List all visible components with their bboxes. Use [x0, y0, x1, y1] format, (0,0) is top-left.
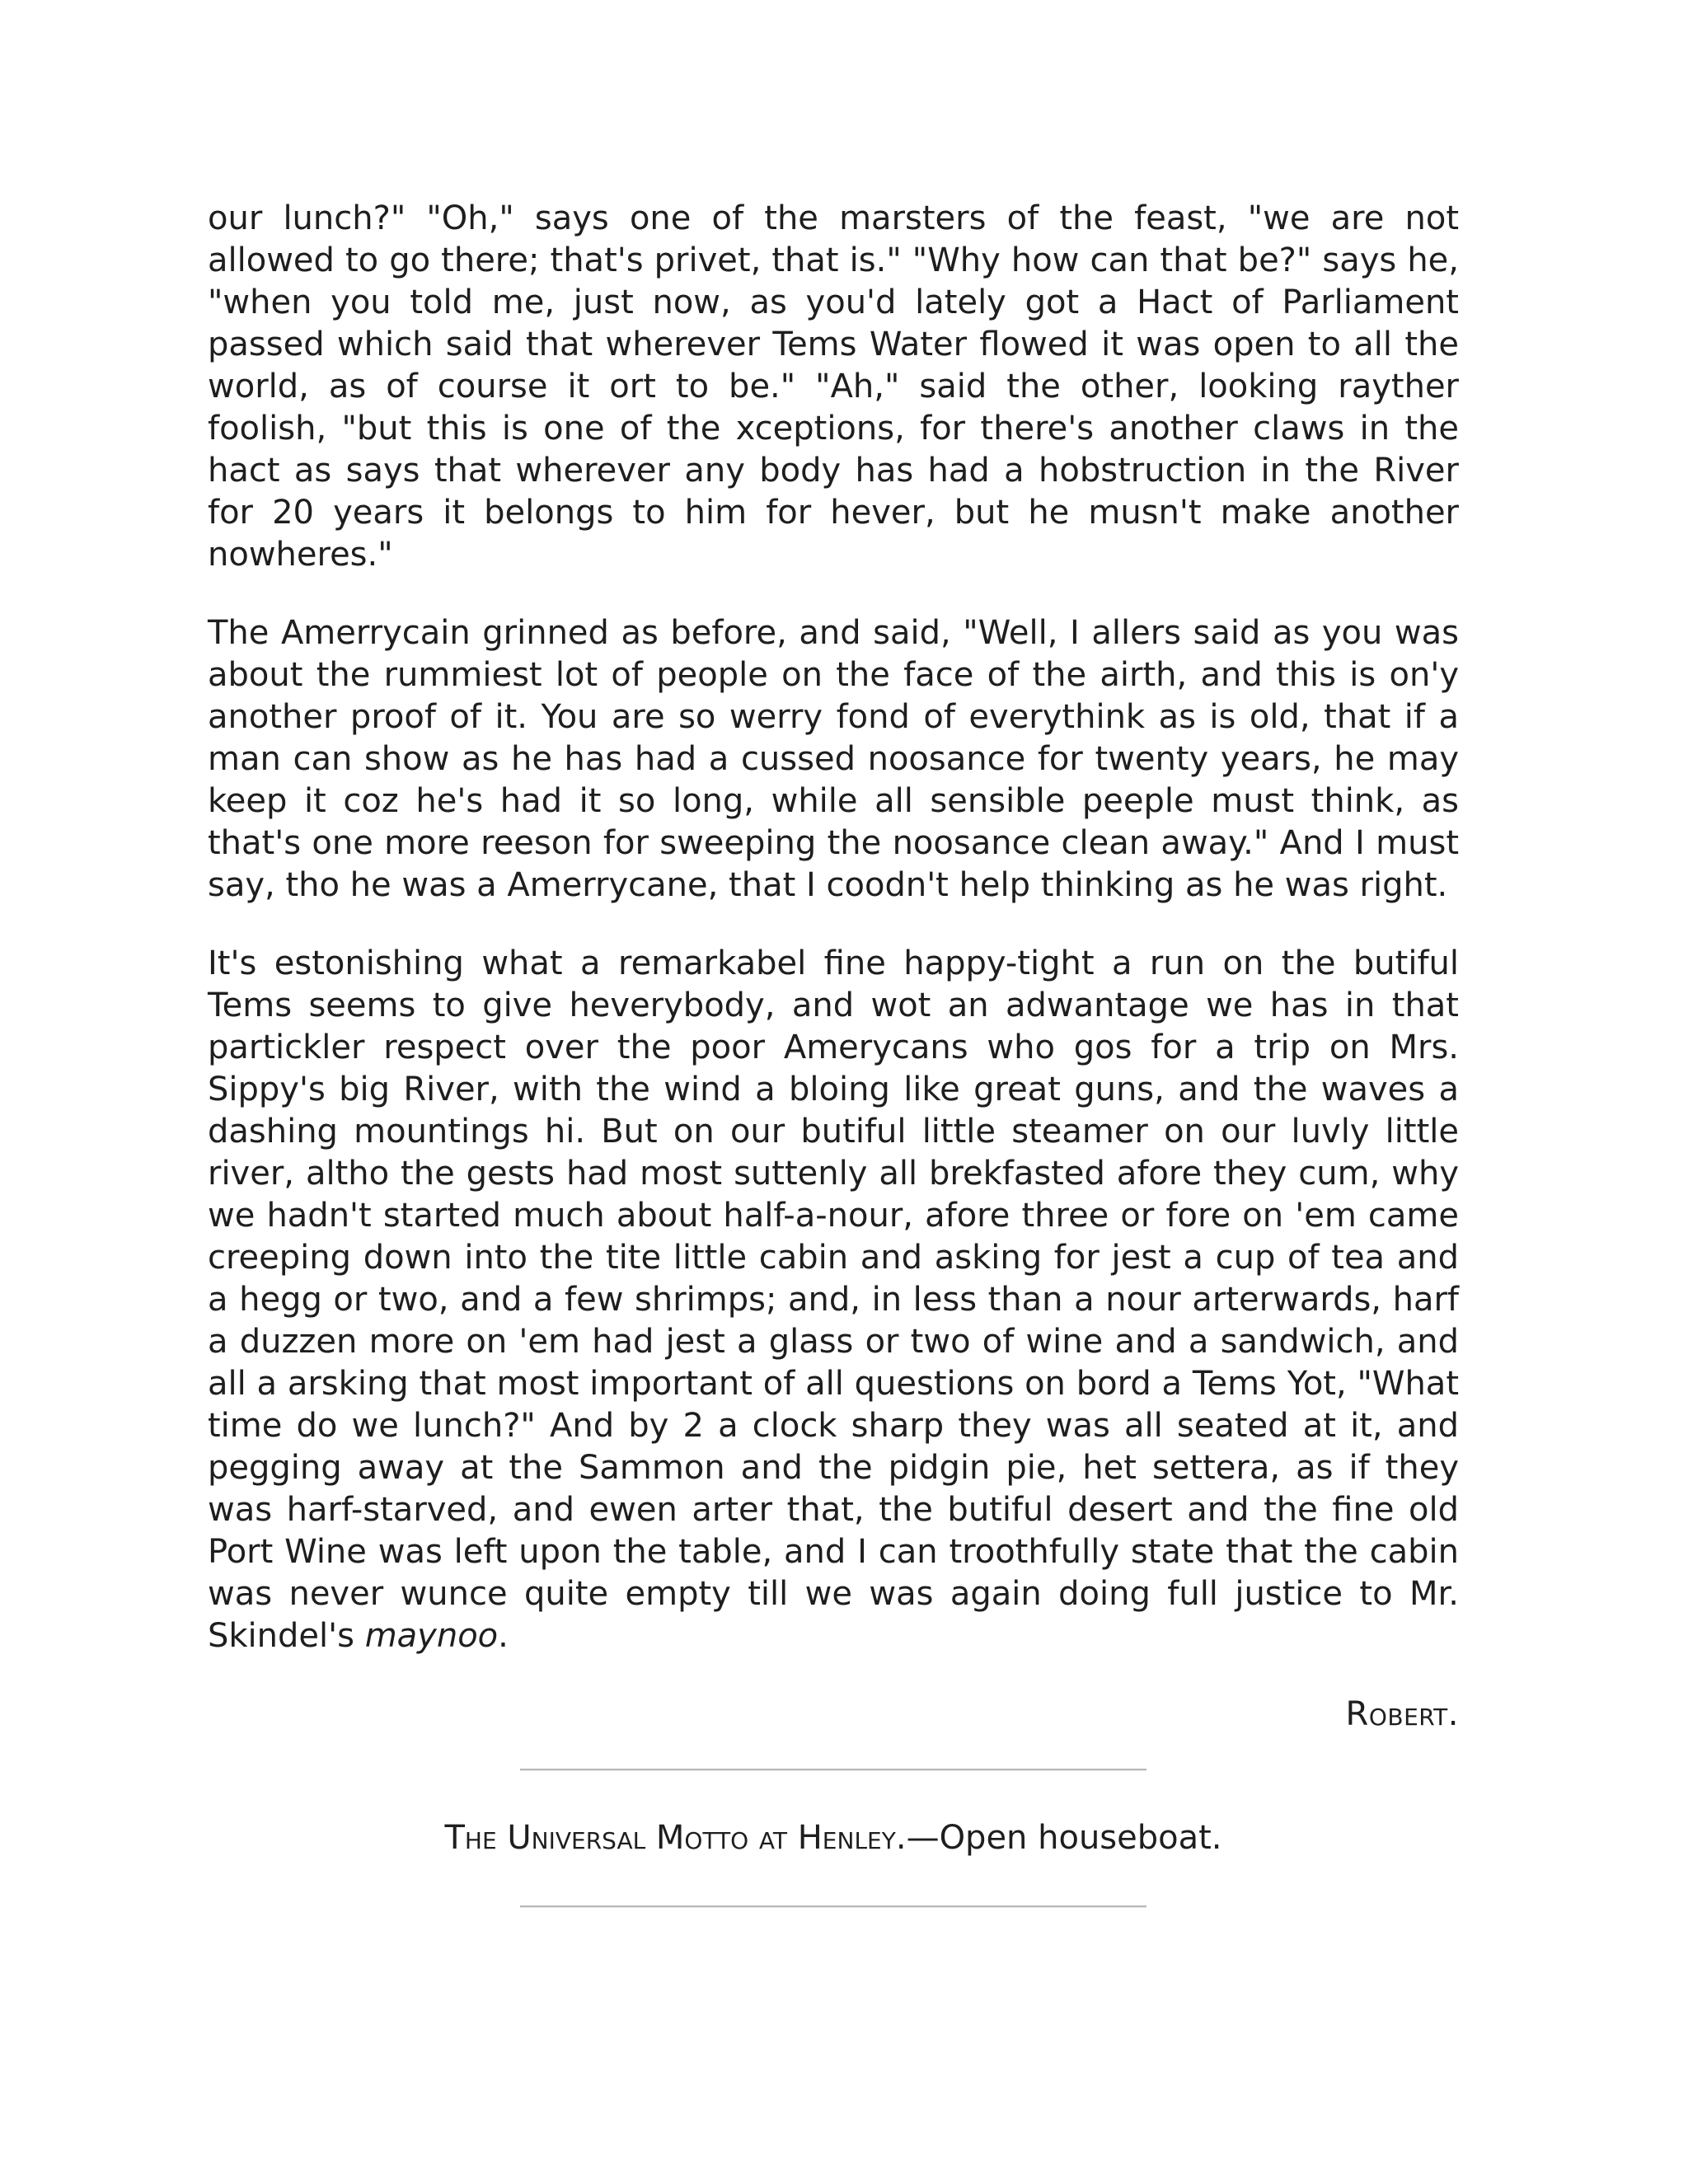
paragraph-1: our lunch?" "Oh," says one of the marsters of the feast, "we are not allowed to go there; that's privet, that is." "Why how can that be?" says he, "when you told me, just now, as you'd lately got a Hact of Parliament passed which said that wherever Tems Water flowed it was open to all the world, as of course it ort to be." "Ah," said the other, looking rayther foolish, "but this is one of the xceptions, for there's another claws in the hact as says that wherever any body has had a hobstruction in the River for 20 years it belongs to him for hever, but he musn't make another nowheres." — [208, 199, 1459, 574]
paragraph-3-text: It's estonishing what a remarkabel fine happy-tight a run on the butiful Tems seems to give heverybody, and wot an adwantage we has in that partickler respect over the poor Amerycans who gos for a trip on Mrs. Sippy's big River, with the wind a bloing like great guns, and the waves a dashing mountings hi. But on our butiful little steamer on our luvly little river, altho the gests had most suttenly all brekfasted afore they cum, why we hadn't started much about half-a-nour, afore three or fore on 'em came creeping down into the tite little cabin and asking for jest a cup of tea and a hegg or two, and a few shrimps; and, in less than a nour arterwards, harf a duzzen more on 'em had jest a glass or two of wine and a sandwich, and all a arsking that most important of all questions on bord a Tems Yot, "What time do we lunch?" And by 2 a clock sharp they was all seated at it, and pegging away at the Sammon and the pidgin pie, het settera, as if they was harf-starved, and ewen arter that, the butiful desert and the fine old Port Wine was left upon the table, and I can troothfully state that the cabin was never wunce quite empty till we was again doing full justice to Mr. Skindel's — [208, 944, 1459, 1655]
motto-body: Open houseboat. — [939, 1819, 1222, 1857]
paragraph-2: The Amerrycain grinned as before, and said, "Well, I allers said as you was about the rummiest lot of people on the face of the airth, and this is on'y another proof of it. You are so werry fond of everythink as is old, that if a man can show as he has had a cussed noosance for twenty years, he may keep it coz he's had it so long, while all sensible peeple must think, as that's one more reeson for sweeping the noosance clean away." And I must say, tho he was a Amerrycane, that I coodn't help thinking as he was right. — [208, 614, 1459, 904]
paragraph-3 — [208, 943, 1459, 1657]
divider-bottom — [520, 1905, 1146, 1908]
paragraph-3-italic-word: maynoo — [364, 1617, 499, 1655]
divider-top — [520, 1769, 1146, 1771]
motto-line — [208, 1817, 1459, 1859]
motto-heading: The Universal Motto at Henley. — [444, 1819, 907, 1857]
paragraph-3-punct: . — [498, 1617, 509, 1655]
signature: Robert. — [1345, 1695, 1459, 1733]
motto-dash: — — [906, 1819, 940, 1857]
document-page — [208, 198, 1459, 1908]
